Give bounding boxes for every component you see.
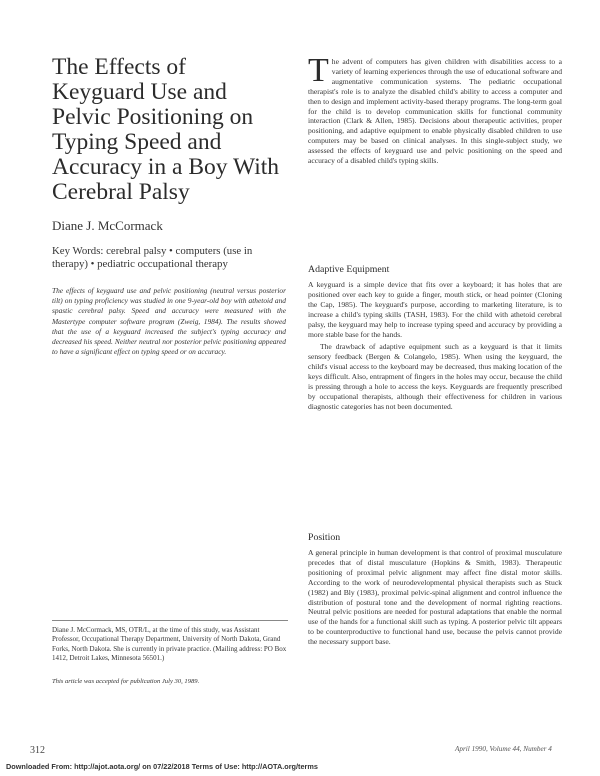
paragraph-keyguard: A keyguard is a simple device that fits over a keyboard; it has holes that are positioned over each key to guide a finger, mouth stick, or head pointer (Cloning the Cap, 1985). The keyguard's purpose, according to marketing literature, is to increase a child's typing skills (TASH, 1983). For the child with athetoid cerebral palsy, the keyguard may help to increase typing speed and accuracy by providing a more stable base for the hands. xyxy=(308,280,562,339)
paragraph-position: A general principle in human development is that control of proximal musculature precedes that of distal musculature (Hopkins & Smith, 1983). Therapeutic positioning of proximal pelvic alignment may affect fine distal motor skills. According to the work of neurodevelopmental physical therapists such as Stuck (1982) and Bly (1983), proximal pelvic-spinal alignment and control influence the distribution of postural tone and the development of normal righting reactions. Neutral pelvic positions are needed for postural adaptations that enable the normal use of the hands for a functional skill such as typing. A posterior pelvic tilt appears to be counterproductive to functional hand use, because the pelvis cannot provide the necessary support base. xyxy=(308,548,562,647)
intro-text: he advent of computers has given children with disabilities access to a variety of learning experiences through the use of educational software and augmentative communication systems. The pediatric occupational therapist's role is to analyze the disabled child's ability to access a computer and then to design and implement activity-based therapy programs. The long-term goal for the child is to develop communication skills for functional community interaction (Clark & Allen, 1985). Decisions about therapeutic activities, proper positioning, and adaptive equipment to enable physically disabled children to use computers may be based on clinical analyses. In this single-subject study, we assessed the effects of keyguard use and pelvic positioning on the speed and accuracy of a disabled child's typing skills. xyxy=(308,57,562,166)
body-paragraph xyxy=(308,280,562,412)
section-heading-adaptive-equipment: Adaptive Equipment xyxy=(308,264,390,275)
abstract: The effects of keyguard use and pelvic positioning (neutral versus posterior tilt) on typing proficiency was studied in one 9-year-old boy with athetoid and spastic cerebral palsy. Speed and accuracy were measured with the Mastertype computer software program (Zweig, 1984). The results showed that the use of a keyguard increased the subject's typing accuracy and decreased his speed. Neither neutral nor posterior pelvic positioning appeared to have a significant effect on typing speed or on accuracy. xyxy=(52,286,286,357)
author-name: Diane J. McCormack xyxy=(52,218,163,233)
section-heading-position: Position xyxy=(308,532,341,543)
intro-paragraph xyxy=(308,52,562,166)
body-paragraph xyxy=(308,548,562,647)
acceptance-note: This article was accepted for publication July 30, 1989. xyxy=(52,678,200,685)
page-number: 312 xyxy=(30,745,45,756)
article-title: The Effects of Keyguard Use and Pelvic Positioning on Typing Speed and Accuracy in a Boy With Cerebral Palsy xyxy=(52,54,280,205)
paragraph-drawback: The drawback of adaptive equipment such as a keyguard is that it limits sensory feedback (Bergen & Colangelo, 1985). When using the keyguard, the child's visual access to the keyboard may be decreased, thus making location of the keys difficult. Also, entrapment of fingers in the holes may occur, because the child is pressing through a hole to access the keys. Keyguards are frequently prescribed by occupational therapists, although their effectiveness for children in various diagnostic categories has not been documented. xyxy=(308,342,562,411)
bio-divider xyxy=(52,620,288,621)
keywords: Key Words: cerebral palsy • computers (use in therapy) • pediatric occupational therapy xyxy=(52,245,253,270)
journal-citation: April 1990, Volume 44, Number 4 xyxy=(455,745,552,753)
download-notice: Downloaded From: http://ajot.aota.org/ on 07/22/2018 Terms of Use: http://AOTA.org/terms xyxy=(6,762,318,771)
author-bio: Diane J. McCormack, MS, OTR/L, at the time of this study, was Assistant Professor, Occupational Therapy Department, University of North Dakota, Grand Forks, North Dakota. She is currently in private practice. (Mailing address: PO Box 1412, Detroit Lakes, Minnesota 56501.) xyxy=(52,626,287,663)
drop-cap: T xyxy=(308,52,329,89)
